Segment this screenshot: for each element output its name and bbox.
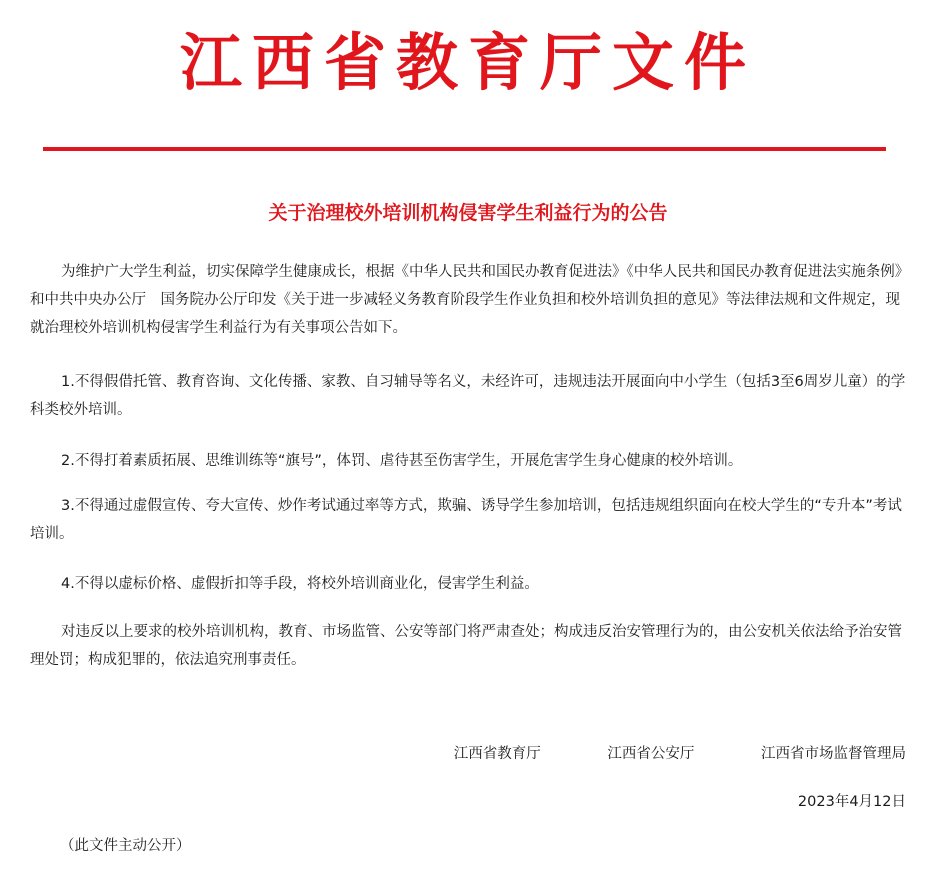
signer-list [454,740,906,768]
item-paragraph-4: 4.不得以虚标价格、虚假折扣等手段，将校外培训商业化，侵害学生利益。 [61,576,539,592]
disclosure-note: （此文件主动公开） [60,838,191,854]
signer-education-dept: 江西省教育厅 [453,746,541,762]
document-title: 关于治理校外培训机构侵害学生利益行为的公告 [268,202,668,224]
document-masthead: 江西省教育厅文件 [179,26,756,99]
item-paragraph-3: 3.不得通过虚假宣传、夸大宣传、炒作考试通过率等方式，欺骗、诱导学生参加培训，包括违规组织面向在校大学生的“专升本”考试培训。 [30,498,902,542]
red-divider-line [43,147,886,151]
closing-paragraph: 对违反以上要求的校外培训机构，教育、市场监管、公安等部门将严肃查处；构成违反治安管理行为的，由公安机关依法给予治安管理处罚；构成犯罪的，依法追究刑事责任。 [30,624,902,668]
item-paragraph-2: 2.不得打着素质拓展、思维训练等“旗号”，体罚、虐待甚至伤害学生，开展危害学生身心健康的校外培训。 [61,453,743,469]
item-paragraph-1: 1.不得假借托管、教育咨询、文化传播、家教、自习辅导等名义，未经许可，违规违法开展面向中小学生（包括3至6周岁儿童）的学科类校外培训。 [30,374,906,418]
issue-date: 2023年4月12日 [797,794,906,810]
intro-paragraph: 为维护广大学生利益，切实保障学生健康成长，根据《中华人民共和国民办教育促进法》《中华人民共和国民办教育促进法实施条例》和中共中央办公厅 国务院办公厅印发《关于进一步减轻义务教育阶段学生作业负担和校外培训负担的意见》等法律法规和文件规定，现就治理校外培训机构侵害学生利益行为有关事项公告如下。 [30,264,910,336]
signer-market-regulation-bureau: 江西省市场监督管理局 [761,746,906,762]
signer-public-security-dept: 江西省公安厅 [607,746,695,762]
